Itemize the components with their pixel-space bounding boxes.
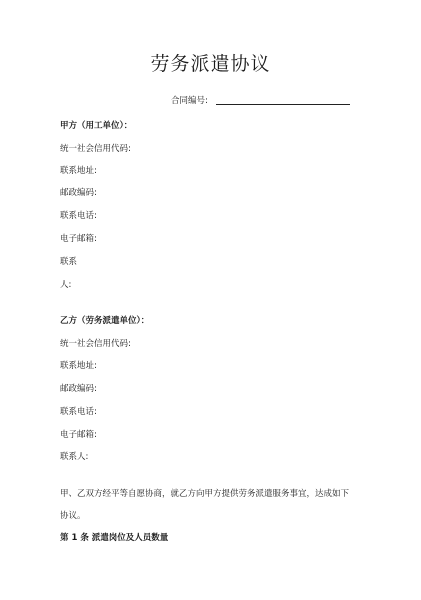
- party-a-contact-label-part2: 人:: [60, 280, 72, 290]
- party-b-email: 电子邮箱:: [60, 430, 97, 440]
- contract-number-blank: [216, 104, 350, 105]
- document-title: 劳务派遣协议: [150, 53, 271, 75]
- intro-paragraph-line2: 协议。: [60, 511, 86, 521]
- party-a-address: 联系地址:: [60, 166, 97, 176]
- article-1-heading: 第 1 条 派遣岗位及人员数量: [60, 533, 169, 543]
- party-b-credit-code: 统一社会信用代码:: [60, 339, 131, 349]
- party-b-phone: 联系电话:: [60, 407, 97, 417]
- party-a-contact-label-part1: 联系: [60, 257, 78, 267]
- intro-paragraph-line1: 甲、乙双方经平等自愿协商，就乙方向甲方提供劳务派遣服务事宜，达成如下: [60, 489, 350, 499]
- party-b-postcode: 邮政编码:: [60, 384, 97, 394]
- party-b-address: 联系地址:: [60, 361, 97, 371]
- party-b-heading: 乙方（劳务派遣单位）：: [60, 316, 150, 326]
- party-a-phone: 联系电话:: [60, 211, 97, 221]
- contract-number-label: 合同编号:: [171, 96, 208, 106]
- party-a-postcode: 邮政编码:: [60, 188, 97, 198]
- party-a-credit-code: 统一社会信用代码:: [60, 144, 131, 154]
- party-a-email: 电子邮箱:: [60, 234, 97, 244]
- party-b-contact: 联系人:: [60, 452, 89, 462]
- party-a-heading: 甲方（用工单位）：: [60, 121, 133, 131]
